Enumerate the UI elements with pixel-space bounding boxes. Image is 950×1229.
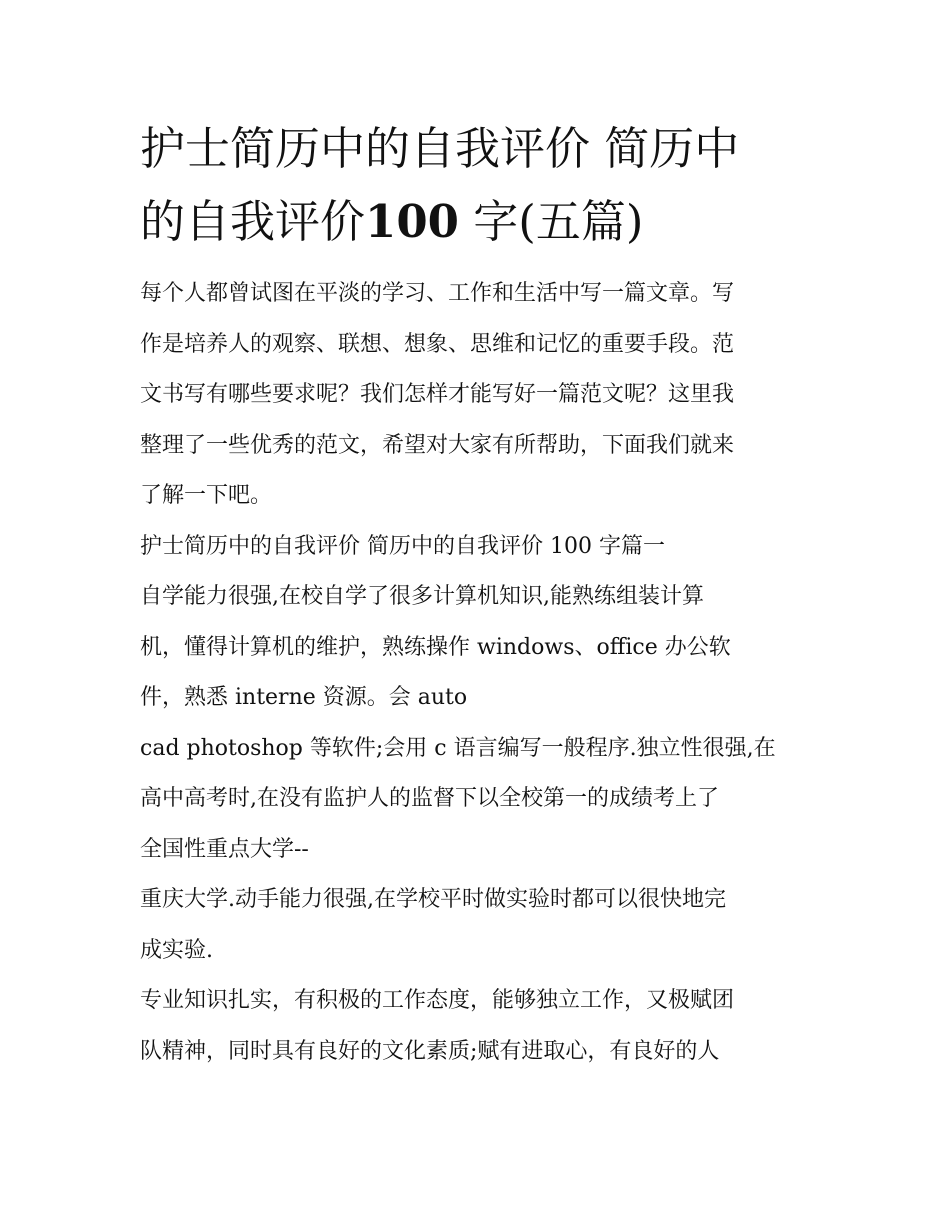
intro-line: 作是培养人的观察、联想、想象、思维和记忆的重要手段。范 [140,331,735,357]
body-line: 件，熟悉 interne 资源。会 auto [140,685,468,710]
intro-paragraph [140,269,815,522]
body-line: 全国性重点大学-- [140,836,309,862]
title-number: 100 [365,195,459,248]
body-line: cad photoshop 等软件;会用 c 语言编写一般程序.独立性很强,在 [140,735,776,761]
title-line-1: 护士简历中的自我评价 简历中 [140,122,740,175]
document-page [140,112,815,1077]
body-line: 高中高考时,在没有监护人的监督下以全校第一的成绩考上了 [140,786,719,811]
intro-line: 文书写有哪些要求呢？我们怎样才能写好一篇范文呢？这里我 [140,382,735,407]
body-line: 专业知识扎实，有积极的工作态度，能够独立工作，又极赋团 [140,988,735,1013]
intro-line: 每个人都曾试图在平淡的学习、工作和生活中写一篇文章。写 [140,281,735,306]
title-line-2-post: 字(五篇) [473,195,644,248]
body-line: 机，懂得计算机的维护，熟练操作 windows、office 办公软 [140,634,731,660]
body-paragraph [140,572,815,1077]
body-line: 成实验. [140,937,213,963]
title-line-2 [140,185,815,258]
section-heading-text: 护士简历中的自我评价 简历中的自我评价 100 字篇一 [140,533,665,559]
intro-line: 了解一下吧。 [140,483,273,508]
intro-line: 整理了一些优秀的范文，希望对大家有所帮助，下面我们就来 [140,432,735,458]
document-title [140,112,815,258]
body-line: 重庆大学.动手能力很强,在学校平时做实验时都可以很快地完 [140,887,726,912]
section-heading [140,522,815,573]
body-line: 自学能力很强,在校自学了很多计算机知识,能熟练组装计算 [140,584,704,609]
title-line-2-pre: 的自我评价 [140,195,366,248]
body-line: 队精神，同时具有良好的文化素质;赋有进取心，有良好的人 [140,1038,720,1064]
